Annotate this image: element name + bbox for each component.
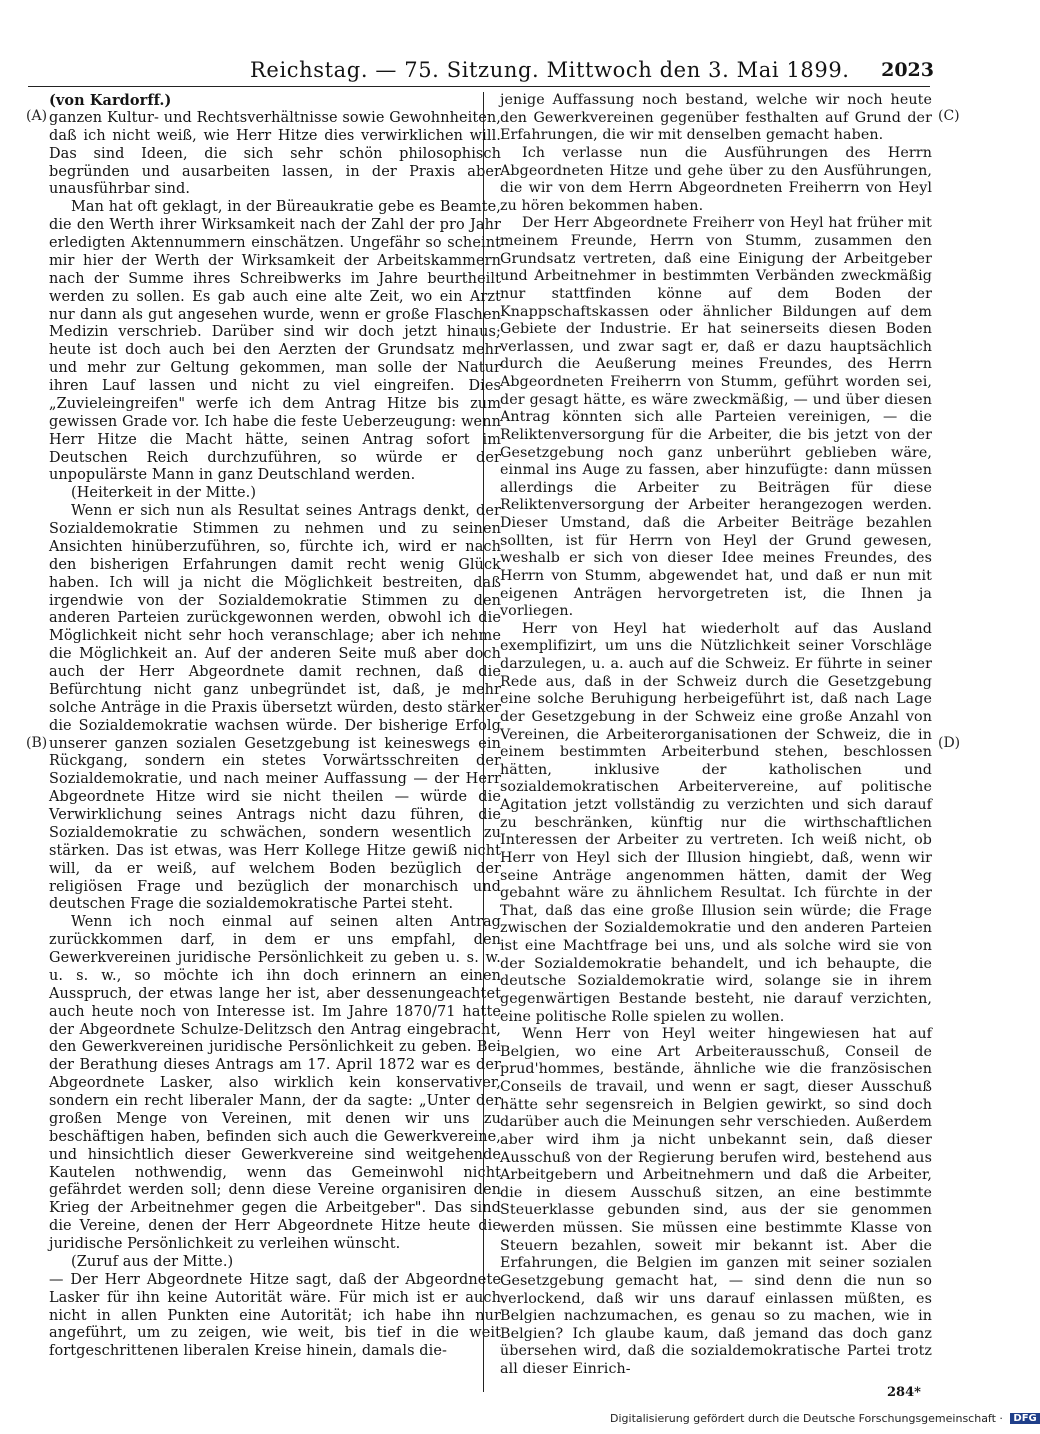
- margin-mark-d: (D): [938, 735, 961, 751]
- paragraph: Herr von Heyl hat wiederholt auf das Ausland exemplifizirt, um uns die Nützlichkeit seiner Vorschläge darzulegen, u. a. auch auf die Schweiz. Er führte in seiner Rede aus, daß in der Schweiz durch die Gesetzgebung eine solche Beruhigung herbeigeführt ist, daß nach Lage der Gesetzgebung in der Schweiz eine große Anzahl von Vereinen, die Arbeiterorganisationen der Schweiz, die in einem bestimmten Arbeiterbund stehen, beschlossen hätten, inklusive der katholischen und sozialdemokratischen Arbeitervereine, auf politische Agitation jetzt vollständig zu verzichten und sich darauf zu beschränken, künftig nur die wirthschaftlichen Interessen der Arbeiter zu vertreten. Ich weiß nicht, ob Herr von Heyl sich der Illusion hingiebt, daß, wenn wir seine Anträge angenommen hätten, damit der Weg gebahnt wäre zu ähnlichem Resultat. Ich fürchte in der That, daß das eine große Illusion sein würde; die Frage zwischen der Sozialdemokratie und den anderen Parteien ist eine Machtfrage bei uns, und als solche wird sie von der Sozialdemokratie behandelt, und ich behaupte, die deutsche Sozialdemokratie wird, solange sie in ihrem gegenwärtigen Bestande besteht, nie darauf verzichten, eine politische Rolle spielen zu wollen.: [500, 620, 932, 1025]
- paragraph: — Der Herr Abgeordnete Hitze sagt, daß der Abgeordnete Lasker für ihn keine Autorität wäre. Für mich ist er auch nicht in allen Punkten eine Autorität; ich habe ihn nur angeführt, um zu zeigen, wie weit, bis tief in die weit fortgeschrittenen liberalen Kreise hinein, damals die-: [49, 1271, 501, 1360]
- header-rule: [28, 86, 930, 87]
- page-number: 2023: [881, 59, 934, 81]
- margin-mark-b: (B): [26, 735, 48, 751]
- paragraph: Wenn Herr von Heyl weiter hingewiesen hat auf Belgien, wo eine Art Arbeiterausschuß, Conseil de prud'hommes, bestände, ähnliche wie die französischen Conseils de travail, und wenn er sagt, dieser Ausschuß hätte sehr segensreich in Belgien gewirkt, so sind doch darüber auch die Meinungen sehr verschieden. Außerdem aber wird ihm ja nicht unbekannt sein, daß dieser Ausschuß von der Regierung berufen wird, bestehend aus Arbeitgebern und Arbeitnehmern und daß die Arbeiter, die in diesem Ausschuß sitzen, an eine bestimmte Steuerklasse gebunden sind, aus der sie genommen werden müssen. Sie müssen eine bestimmte Klasse von Steuern bezahlen, soweit mir bekannt ist. Aber die Erfahrungen, die Belgien im ganzen mit seiner sozialen Gesetzgebung gemacht hat, — sind denn die nun so verlockend, daß wir uns darauf einlassen müßten, es Belgien nachzumachen, es genau so zu machen, wie in Belgien? Ich glaube kaum, daß jemand das doch ganz übersehen wird, daß die sozialdemokratische Partei trotz all dieser Einrich-: [500, 1026, 932, 1377]
- paragraph: Man hat oft geklagt, in der Büreaukratie gebe es Beamte, die den Werth ihrer Wirksamkeit nach der Zahl der pro Jahr erledigten Aktennummern einschätzen. Ungefähr so scheint mir hier der Werth der Wirksamkeit der Arbeitskammern nach der Summe ihres Schreibwerks im Jahre beurtheilt werden zu sollen. Es gab auch eine alte Zeit, wo ein Arzt nur dann als gut angesehen wurde, wenn er große Flaschen Medizin verschrieb. Darüber sind wir doch jetzt hinaus; heute ist doch auch bei den Aerzten der Grundsatz mehr und mehr zur Geltung gekommen, man solle der Natur ihren Lauf lassen und nicht zu viel eingreifen. Dies „Zuvieleingreifen" werfe ich dem Antrag Hitze bis zum gewissen Grade vor. Ich habe die feste Ueberzeugung: wenn Herr Hitze die Macht hätte, seinen Antrag sofort im Deutschen Reich durchzuführen, so würde er der unpopulärste Mann in ganz Deutschland werden.: [49, 199, 501, 484]
- interjection: (Zuruf aus der Mitte.): [71, 1253, 234, 1270]
- margin-mark-a: (A): [26, 108, 48, 124]
- paragraph: ganzen Kultur- und Rechtsverhältnisse sowie Gewohnheiten, daß ich nicht weiß, wie Herr Hitze dies verwirklichen will. Das sind Ideen, die sich sehr schön philosophisch begründen und ausarbeiten lassen, in der Praxis aber unausführbar sind.: [49, 109, 501, 198]
- page-header: [0, 0, 1000, 92]
- right-column: [500, 92, 932, 1382]
- sheet-signature: 284*: [887, 1385, 921, 1400]
- margin-mark-c: (C): [938, 108, 960, 124]
- paragraph: jenige Auffassung noch bestand, welche wir noch heute den Gewerkvereinen gegenüber festhalten auf Grund der Erfahrungen, die wir mit denselben gemacht haben.: [500, 92, 932, 144]
- paragraph: Wenn ich noch einmal auf seinen alten Antrag zurückkommen darf, in dem er uns empfahl, den Gewerkvereinen juridische Persönlichkeit zu geben u. s. w. u. s. w., so möchte ich ihn doch erinnern an einen Ausspruch, der etwas lange her ist, aber dessenungeachtet auch heute noch von Interesse ist. Im Jahre 1870/71 hatte der Abgeordnete Schulze-Delitzsch den Antrag eingebracht, den Gewerkvereinen juridische Persönlichkeit zu geben. Bei der Berathung dieses Antrags am 17. April 1872 war es der Abgeordnete Lasker, also wirklich kein konservativer, sondern ein recht liberaler Mann, der da sagte: „Unter der großen Menge von Vereinen, mit denen wir uns zu beschäftigen haben, befinden sich auch die Gewerkvereine, und hinsichtlich dieser Gewerkvereine sind weitgehende Kautelen nothwendig, wenn das Gemeinwohl nicht gefährdet werden soll; denn diese Vereine organisiren den Krieg der Arbeitnehmer gegen die Arbeitgeber". Das sind die Vereine, denen der Herr Abgeordnete Hitze heute die juridische Persönlichkeit zu verleihen wünscht.: [49, 914, 501, 1252]
- left-column: [49, 92, 501, 1382]
- footer-text: Digitalisierung gefördert durch die Deutsche Forschungsgemeinschaft ·: [610, 1412, 1003, 1425]
- dfg-logo: DFG: [1010, 1413, 1039, 1424]
- paragraph: Wenn er sich nun als Resultat seines Antrags denkt, der Sozialdemokratie Stimmen zu nehmen und zu seinen Ansichten hinüberzuführen, so, fürchte ich, wird er nach den bisherigen Erfahrungen damit recht wenig Glück haben. Ich will ja nicht die Möglichkeit bestreiten, daß irgendwie von der Sozialdemokratie Stimmen zu den anderen Parteien zurückgewonnen werden, obwohl ich die Möglichkeit nicht sehr hoch veranschlage; aber ich nehme die Möglichkeit an. Auf der anderen Seite muß aber doch auch der Herr Abgeordnete damit rechnen, daß die Befürchtung nicht ganz unbegründet ist, daß, je mehr solche Anträge in die Praxis übersetzt würden, desto stärker die Sozialdemokratie wachsen würde. Der bisherige Erfolg unserer ganzen sozialen Gesetzgebung ist keineswegs ein Rückgang, sondern ein stetes Vorwärtsschreiten der Sozialdemokratie, und nach meiner Auffassung — der Herr Abgeordnete Hitze wird sie nicht theilen — würde die Verwirklichung seines Antrags nicht dazu führen, die Sozialdemokratie zu schwächen, sondern wesentlich zu stärken. Das ist etwas, was Herr Kollege Hitze gewiß nicht will, da er weiß, auf welchem Boden bezüglich der religiösen Frage und bezüglich der monarchisch und deutschen Frage die sozialdemokratische Partei steht.: [49, 503, 501, 913]
- speaker-name: (von Kardorff.): [49, 92, 172, 109]
- footer-credit: [610, 1412, 1037, 1428]
- interjection: (Heiterkeit in der Mitte.): [71, 485, 257, 502]
- paragraph: Ich verlasse nun die Ausführungen des Herrn Abgeordneten Hitze und gehe über zu den Ausführungen, die wir von dem Herrn Abgeordneten Freiherrn von Heyl zu hören bekommen haben.: [500, 144, 932, 214]
- paragraph: Der Herr Abgeordnete Freiherr von Heyl hat früher mit meinem Freunde, Herrn von Stumm, zusammen den Grundsatz vertreten, daß eine Einigung der Arbeitgeber und Arbeitnehmer in bestimmten Verbänden zweckmäßig nur stattfinden könne auf dem Boden der Knappschaftskassen oder ähnlicher Bildungen auf dem Gebiete der Industrie. Er hat seinerseits diesen Boden verlassen, und zwar sagt er, daß er dazu hauptsächlich durch die Aeußerung meines Freundes, des Herrn Abgeordneten Freiherrn von Stumm, geführt worden sei, der gesagt hätte, es wäre zweckmäßig, — und über diesen Antrag könnten sich alle Parteien vereinigen, — die Reliktenversorgung für die Arbeiter, die bis jetzt von der Gesetzgebung noch ganz unberührt geblieben wäre, einmal ins Auge zu fassen, aber hinzufügte: dann müssen allerdings die Arbeiter zu Beiträgen für diese Reliktenversorgung der Arbeiter herangezogen werden. Dieser Umstand, daß die Arbeiter Beiträge bezahlen sollten, ist für Herrn von Heyl der Grund gewesen, weshalb er sich von dieser Idee meines Freundes, des Herrn von Stumm, abgewendet hat, und daß er nun mit eigenen Anträgen hervorgetreten ist, die Ihnen ja vorliegen.: [500, 215, 932, 620]
- header-title: Reichstag. — 75. Sitzung. Mittwoch den 3. Mai 1899.: [250, 58, 850, 82]
